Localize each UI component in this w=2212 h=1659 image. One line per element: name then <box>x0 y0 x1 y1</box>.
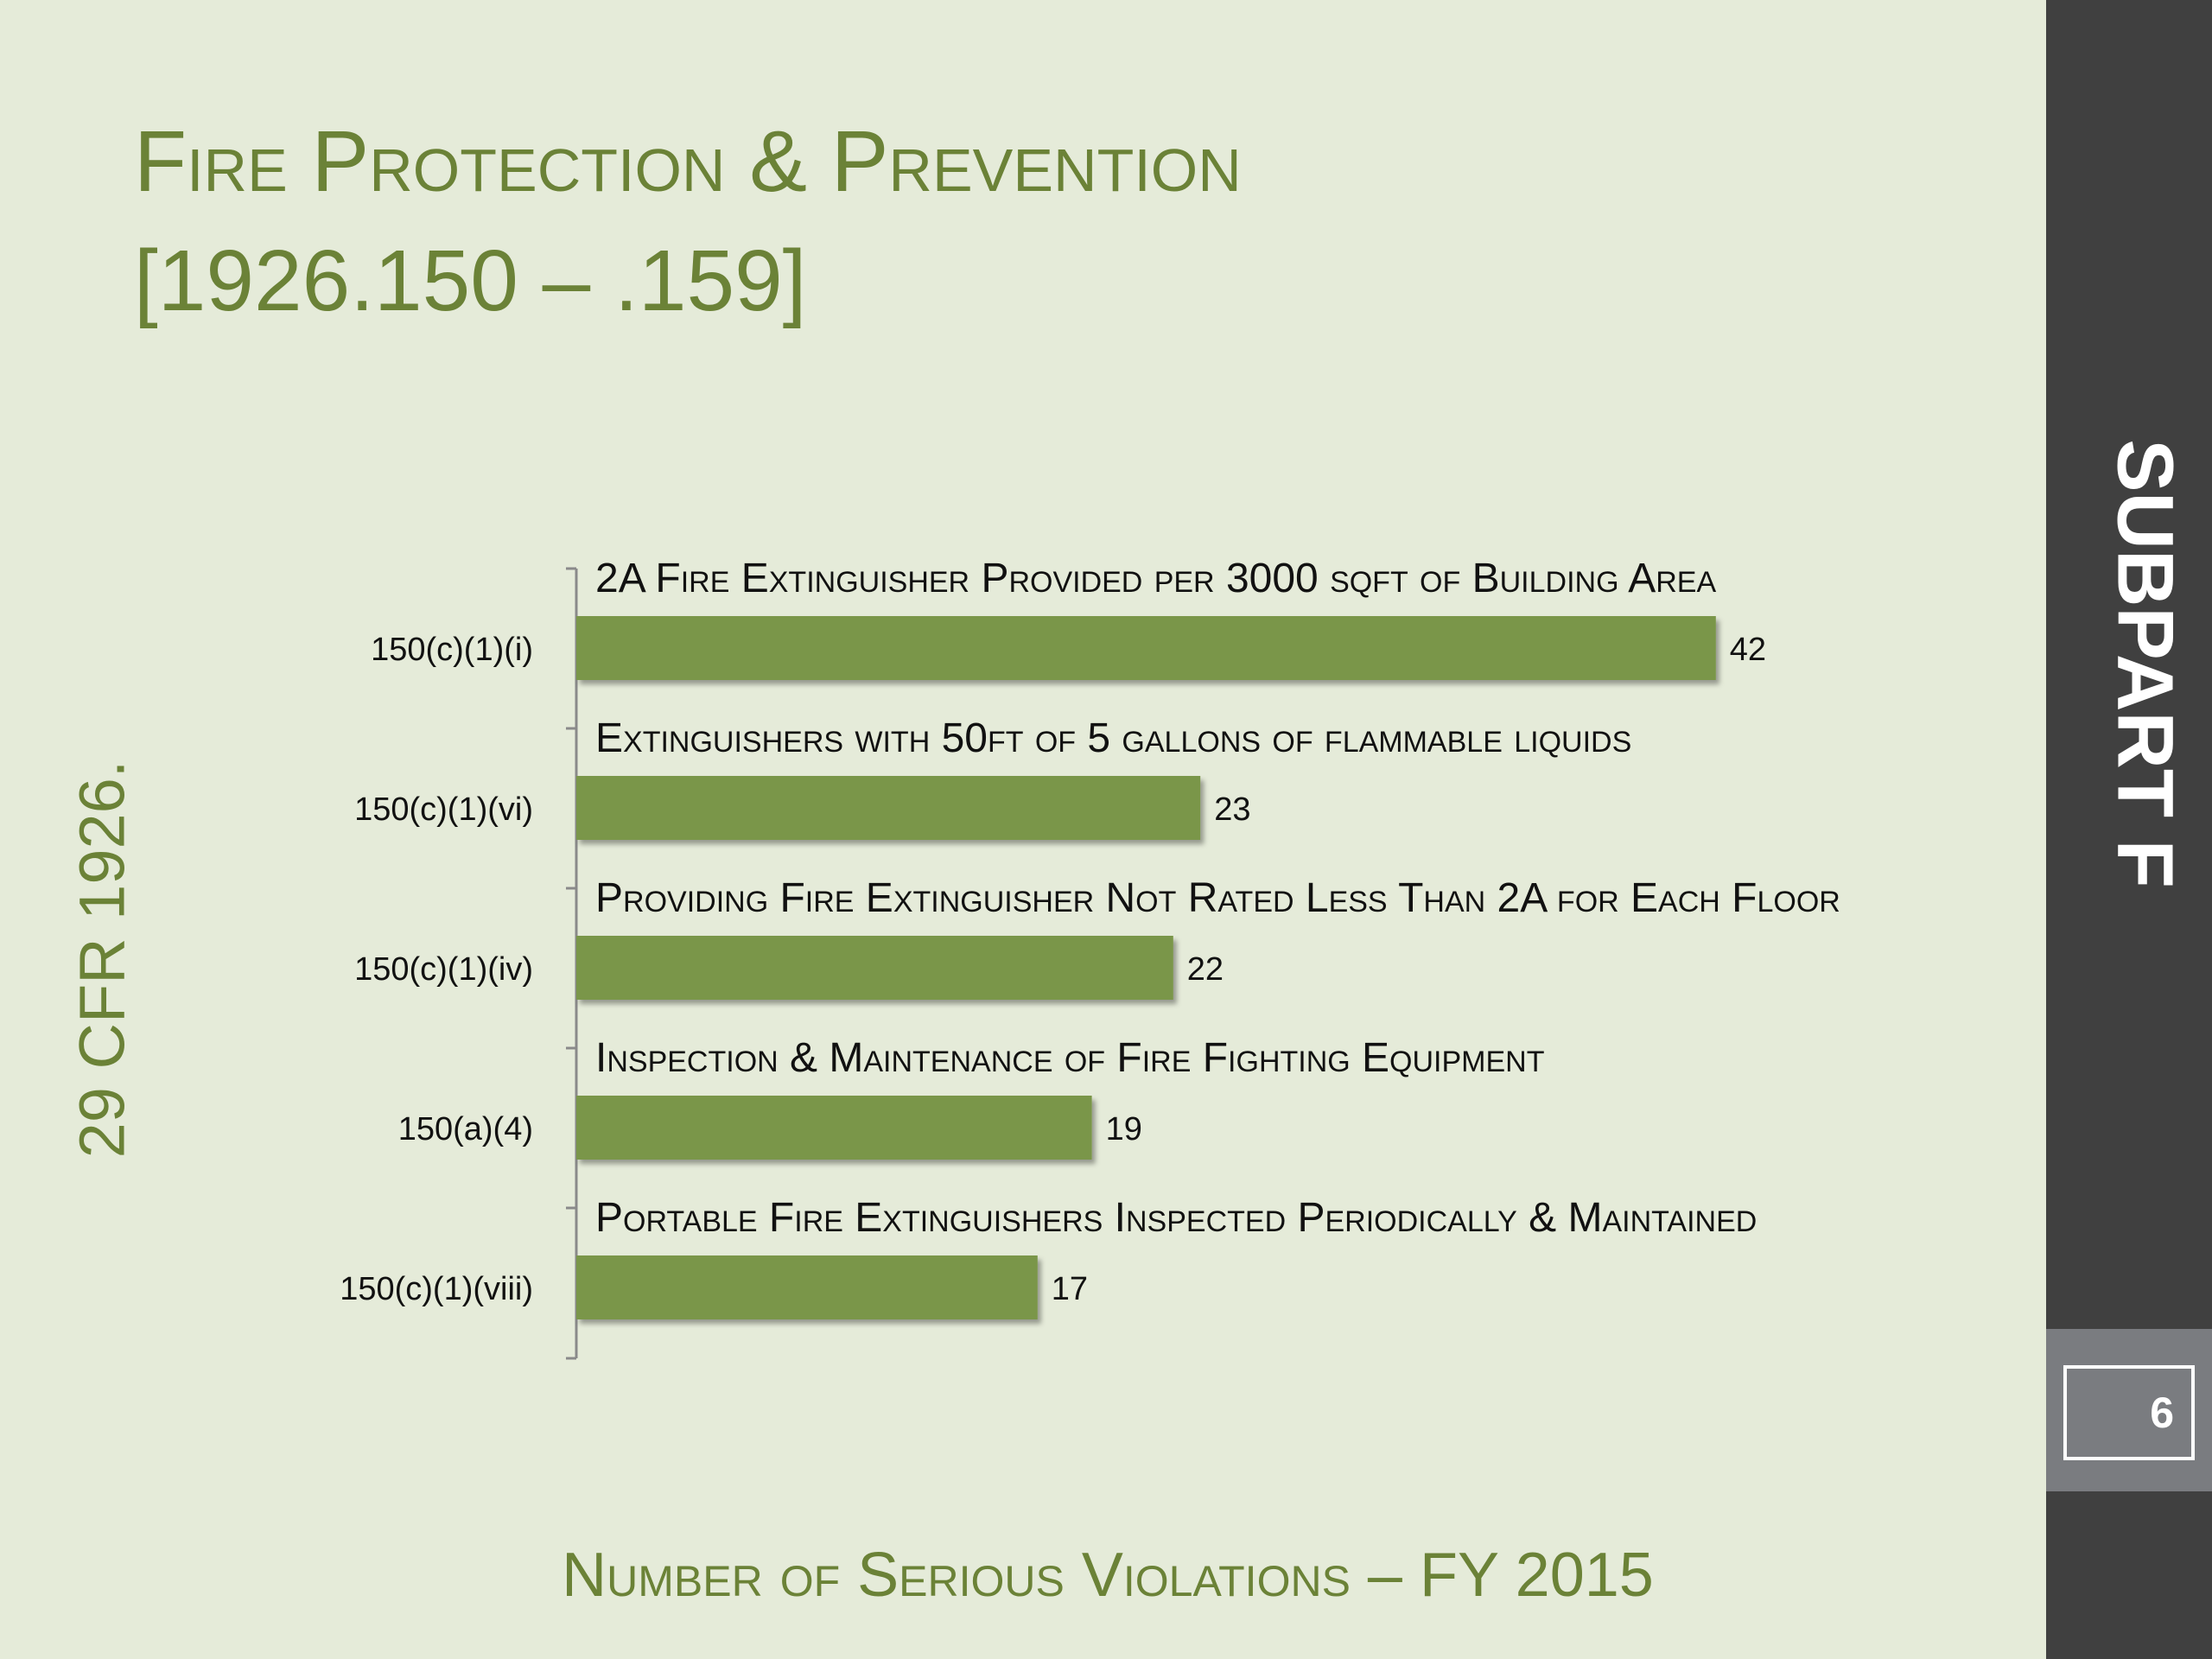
bar-description-label: Extinguishers with 50ft of 5 gallons of flammable liquids <box>595 715 1632 761</box>
bar-value-label: 42 <box>1729 632 1767 668</box>
category-tick-label: 150(c)(1)(viii) <box>340 1271 533 1307</box>
bar-value-label: 23 <box>1214 791 1251 828</box>
category-tick-label: 150(c)(1)(i) <box>371 632 533 668</box>
bar <box>576 616 1716 680</box>
title-line-1: Fire Protection & Prevention <box>134 113 1242 210</box>
category-tick-label: 150(c)(1)(iv) <box>354 951 533 988</box>
bar-value-label: 19 <box>1105 1111 1142 1147</box>
bar-description-label: 2A Fire Extinguisher Provided per 3000 sqft of Building Area <box>595 556 1717 601</box>
category-tick-label: 150(a)(4) <box>397 1111 533 1147</box>
category-tick-label: 150(c)(1)(vi) <box>354 791 533 828</box>
bar <box>576 936 1173 1000</box>
chart-footer-title: Number of Serious Violations – FY 2015 <box>562 1541 1654 1610</box>
page-number-text: 6 <box>2150 1389 2174 1437</box>
title-line-2: [1926.150 – .159] <box>134 232 807 329</box>
bar-description-label: Inspection & Maintenance of Fire Fighting Equipment <box>595 1035 1545 1081</box>
bar-value-label: 22 <box>1186 951 1224 988</box>
bar <box>576 776 1200 840</box>
bar-description-label: Providing Fire Extinguisher Not Rated Less Than 2A for Each Floor <box>595 875 1840 921</box>
bar-description-label: Portable Fire Extinguishers Inspected Periodically & Maintained <box>595 1195 1758 1241</box>
bar-value-label: 17 <box>1051 1271 1089 1307</box>
subpart-label: SUBPART F <box>2101 439 2190 888</box>
bar <box>576 1255 1038 1319</box>
page-number <box>2063 1365 2195 1460</box>
side-label: 29 CFR 1926. <box>66 760 138 1159</box>
bar <box>576 1096 1092 1160</box>
